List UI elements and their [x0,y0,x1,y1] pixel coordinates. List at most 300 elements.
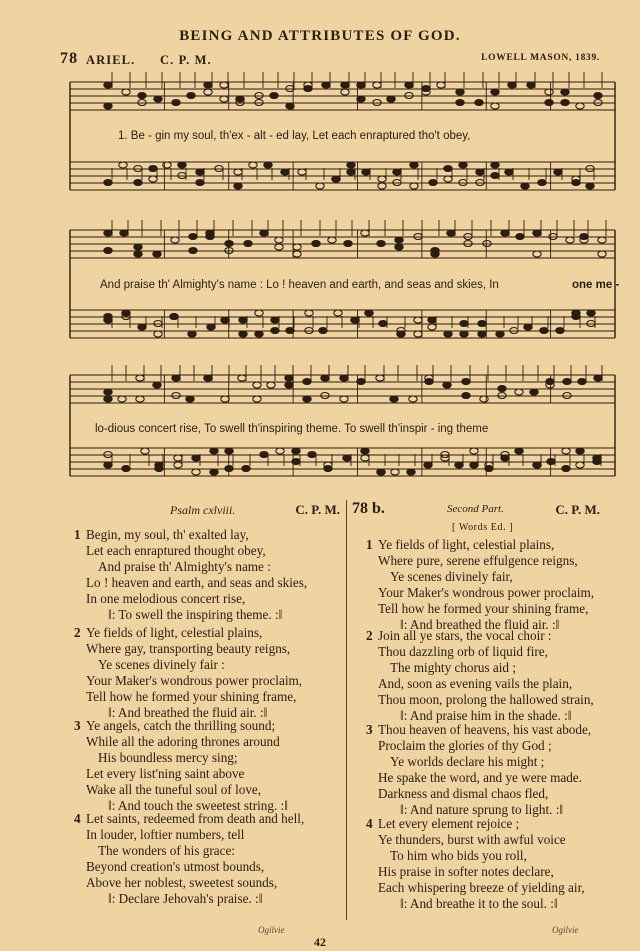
note-head [501,455,509,461]
note-head [491,173,499,179]
note-head [444,176,452,182]
note-head [476,180,484,186]
note-head [390,396,398,402]
note-head [546,379,554,385]
note-head [556,328,564,334]
note-head [598,237,606,243]
note-head [524,324,532,330]
note-head [491,103,499,109]
note-head [344,241,352,247]
note-head [304,86,312,92]
left-column-header [170,502,340,518]
note-head [178,173,186,179]
page-number: 42 [314,935,326,949]
note-head [316,183,324,189]
note-head [341,82,349,88]
note-head [561,89,569,95]
note-head [141,448,149,454]
verse-line: Ye scenes divinely fair, [390,569,513,584]
note-head [192,469,200,475]
verse-line: ‖: And praise him in the shade. :‖ [400,708,572,723]
right-stanza-3 [366,722,618,818]
left-meter: C. P. M. [295,502,340,517]
note-head [255,100,263,106]
note-head [178,162,186,168]
note-head [362,169,370,175]
note-head [470,448,478,454]
note-head [594,93,602,99]
note-head [340,375,348,381]
note-head [104,230,112,236]
note-head [153,251,161,257]
note-head [515,448,523,454]
note-head [234,169,242,175]
note-head [515,389,523,395]
note-head [122,310,130,316]
note-head [357,82,365,88]
verse-line: His praise in softer notes declare, [378,864,554,879]
note-head [464,241,472,247]
note-head [186,396,194,402]
note-head [429,180,437,186]
left-stanza-4 [74,811,342,907]
stanza-number: 2 [74,625,81,640]
note-head [395,237,403,243]
note-head [264,162,272,168]
note-head [545,89,553,95]
verse-line: Darkness and dismal chaos fled, [378,786,549,801]
stanza-number: 4 [366,816,373,831]
note-head [566,237,574,243]
note-head [377,469,385,475]
stanza-number: 1 [366,537,373,552]
verse-line: Let saints, redeemed from death and hell, [86,811,305,826]
verse-line: Your Maker's wondrous power proclaim, [378,585,595,600]
note-head [189,248,197,254]
note-head [267,382,275,388]
note-head [275,237,283,243]
page-title: BEING AND ATTRIBUTES OF GOD. [179,28,461,44]
note-head [578,379,586,385]
note-head [563,379,571,385]
verse-line: He spake the word, and ye were made. [378,770,582,785]
note-head [407,469,415,475]
verse-line: And, soon as evening vails the plain, [378,676,573,691]
note-head [464,234,472,240]
verse-line: Let every element rejoice ; [378,816,520,831]
note-head [149,176,157,182]
note-head [587,321,595,327]
note-head [562,466,570,472]
note-head [293,244,301,250]
verse-line: ‖: And breathed the fluid air. :‖ [400,617,560,632]
note-head [373,100,381,106]
lyric-line-3: lo-dious concert rise, To swell th'inspiring theme. To swell th'inspir - ing theme [95,423,489,435]
verse-line: ‖: And touch the sweetest string. :‖ [108,798,288,813]
verse-line: Ye fields of light, celestial plains, [378,537,555,552]
note-head [480,396,488,402]
note-head [172,393,180,399]
verse-line: Where pure, serene effulgence reigns, [378,553,578,568]
note-head [324,466,332,472]
editorial-note: [ Words Ed. ] [452,522,514,533]
verse-line: Ye thunders, burst with awful voice [378,832,566,847]
note-head [154,96,162,102]
note-head [510,328,518,334]
note-head [496,331,504,337]
note-head [491,89,499,95]
verse-line: In one melodious concert rise, [86,591,246,606]
note-head [249,162,257,168]
note-head [343,455,351,461]
note-head [521,183,529,189]
hymn-number: 78 b. [352,500,385,517]
verse-line: Proclaim the glories of thy God ; [378,738,552,753]
note-head [276,448,284,454]
note-head [118,396,126,402]
note-head [104,317,112,323]
note-head [260,452,268,458]
note-head [275,244,283,250]
note-head [286,328,294,334]
note-head [244,241,252,247]
note-head [462,393,470,399]
column-divider [346,500,347,920]
note-head [305,328,313,334]
verse-line: ‖: And nature sprung to light. :‖ [400,802,564,817]
note-head [189,234,197,240]
note-head [234,183,242,189]
note-head [594,100,602,106]
stanza-number: 3 [74,718,81,733]
note-head [242,466,250,472]
note-head [540,328,548,334]
verse-line: Beyond creation's utmost bounds, [86,859,265,874]
note-head [373,82,381,88]
note-head [378,176,386,182]
verse-line: To him who bids you roll, [390,848,527,863]
note-head [462,379,470,385]
verse-line: In louder, loftier numbers, tell [86,827,245,842]
note-head [239,331,247,337]
note-head [498,393,506,399]
verse-line: Ye angels, catch the thrilling sound; [86,718,276,733]
verse-line: The mighty chorus aid ; [390,660,516,675]
note-head [459,180,467,186]
note-head [221,396,229,402]
verse-line: Your Maker's wondrous power proclaim, [86,673,303,688]
note-head [516,234,524,240]
note-head [444,331,452,337]
note-head [204,82,212,88]
left-stanza-2 [74,625,342,721]
note-head [361,455,369,461]
verse-line: ‖: And breathe it to the soul. :‖ [400,896,558,911]
note-head [428,317,436,323]
note-head [347,162,355,168]
note-head [236,96,244,102]
note-head [397,331,405,337]
note-head [210,448,218,454]
verse-line: Wake all the tuneful soul of love, [86,782,262,797]
note-head [431,248,439,254]
note-head [187,93,195,99]
psalm-source: Psalm cxlviii. [170,503,236,517]
note-head [444,166,452,172]
note-head [292,448,300,454]
note-head [572,314,580,320]
verse-line: And praise th' Almighty's name : [98,559,271,574]
note-head [138,93,146,99]
note-head [196,180,204,186]
note-head [136,375,144,381]
note-head [220,82,228,88]
verse-line: Lo ! heaven and earth, and seas and skies, [86,575,308,590]
note-head [138,100,146,106]
note-head [204,89,212,95]
note-head [319,328,327,334]
note-head [253,396,261,402]
verse-line: Tell how he formed your shining frame, [378,601,589,616]
verse-line: Thou dazzling orb of liquid fire, [378,644,548,659]
note-head [470,462,478,468]
note-head [357,379,365,385]
note-head [476,169,484,175]
note-head [410,162,418,168]
verse-line: ‖: And breathed the fluid air. :‖ [108,705,268,720]
note-head [104,462,112,468]
tune-number: 78 [60,50,79,67]
verse-line: Thou heaven of heavens, his vast abode, [378,722,592,737]
note-head [225,466,233,472]
note-head [155,466,163,472]
note-head [225,448,233,454]
note-head [154,321,162,327]
note-head [293,251,301,257]
note-head [576,103,584,109]
note-head [308,452,316,458]
note-head [475,100,483,106]
note-head [172,375,180,381]
note-head [204,375,212,381]
tune-name: ARIEL. [86,53,136,67]
note-head [136,396,144,402]
lyric-line-2: And praise th' Almighty's name : Lo ! heaven and earth, and seas and skies, In [100,279,499,291]
note-head [134,180,142,186]
note-head [153,382,161,388]
note-head [410,183,418,189]
stanza-number: 3 [366,722,373,737]
left-signature: Ogilvie [258,925,285,935]
note-head [207,324,215,330]
note-head [485,466,493,472]
note-head [547,459,555,465]
note-head [192,455,200,461]
note-head [134,251,142,257]
verse-line: His boundless mercy sing; [98,750,238,765]
note-head [286,103,294,109]
note-head [119,162,127,168]
note-head [405,82,413,88]
note-head [341,89,349,95]
verse-line: Each whispering breeze of yielding air, [378,880,585,895]
note-head [593,459,601,465]
note-head [379,321,387,327]
note-head [122,466,130,472]
right-meter: C. P. M. [555,502,600,517]
verse-line: Where gay, transporting beauty reigns, [86,641,291,656]
note-head [196,169,204,175]
note-head [545,100,553,106]
note-head [491,162,499,168]
note-head [483,241,491,247]
verse-line: Let each enraptured thought obey, [86,543,266,558]
lyric-line-1: 1. Be - gin my soul, th'ex - alt - ed lay, Let each enraptured tho't obey, [118,130,471,142]
stanza-number: 2 [366,628,373,643]
note-head [332,176,340,182]
note-head [378,183,386,189]
note-head [505,169,513,175]
note-head [409,396,417,402]
note-head [122,89,130,95]
right-stanza-1 [366,537,618,633]
note-head [395,244,403,250]
note-head [456,100,464,106]
note-head [303,379,311,385]
verse-line: While all the adoring thrones around [86,734,280,749]
note-head [508,82,516,88]
note-head [104,248,112,254]
note-head [104,389,112,395]
tune-header [60,50,600,69]
note-head [377,241,385,247]
note-head [340,396,348,402]
note-head [414,317,422,323]
note-head [134,166,142,172]
note-head [598,251,606,257]
note-head [554,169,562,175]
verse-line: ‖: Declare Jehovah's praise. :‖ [108,891,263,906]
note-head [271,317,279,323]
note-head [281,169,289,175]
verse-line: Ye scenes divinely fair : [98,657,225,672]
note-head [174,462,182,468]
note-head [334,310,342,316]
note-head [149,166,157,172]
note-head [587,310,595,316]
note-head [260,230,268,236]
note-head [215,166,223,172]
left-stanza-1 [74,527,342,623]
note-head [460,331,468,337]
note-head [563,393,571,399]
verse-line: Tell how he formed your shining frame, [86,689,297,704]
note-head [305,310,313,316]
note-head [391,469,399,475]
note-head [154,331,162,337]
note-head [171,237,179,243]
note-head [292,459,300,465]
note-head [498,386,506,392]
note-head [533,251,541,257]
tune-composer: LOWELL MASON, 1839. [481,53,600,63]
note-head [361,230,369,236]
note-head [321,375,329,381]
stanza-number: 1 [74,527,81,542]
note-head [104,180,112,186]
note-head [576,448,584,454]
note-head [414,331,422,337]
note-head [285,375,293,381]
note-head [443,382,451,388]
note-head [447,230,455,236]
note-head [239,317,247,323]
verse-line: The wonders of his grace: [98,843,235,858]
note-head [538,180,546,186]
note-head [238,375,246,381]
note-head [527,82,535,88]
note-head [456,89,464,95]
note-head [271,328,279,334]
note-head [347,169,355,175]
note-head [357,96,365,102]
note-head [104,82,112,88]
verse-line: Begin, my soul, th' exalted lay, [86,527,249,542]
note-head [428,324,436,330]
note-head [138,324,146,330]
note-head [376,375,384,381]
note-head [255,331,263,337]
note-head [210,469,218,475]
note-head [393,169,401,175]
note-head [221,317,229,323]
note-head [104,396,112,402]
stanza-number: 4 [74,811,81,826]
note-head [303,396,311,402]
note-head [270,93,278,99]
right-signature: Ogilvie [552,925,579,935]
right-stanza-4 [366,816,618,912]
tune-meter: C. P. M. [160,53,212,67]
lyric-line-2-end: one me - [572,279,620,291]
note-head [562,448,570,454]
note-head [351,317,359,323]
note-head [104,452,112,458]
note-head [255,93,263,99]
verse-line: Ye worlds declare his might ; [390,754,545,769]
note-head [120,230,128,236]
note-head [501,230,509,236]
note-head [387,96,395,102]
note-head [321,393,329,399]
note-head [255,310,263,316]
note-head [530,389,538,395]
note-head [414,234,422,240]
right-stanza-2 [366,628,618,724]
note-head [172,100,180,106]
verse-line: Thou moon, prolong the hallowed strain, [378,692,594,707]
note-head [225,241,233,247]
note-head [478,321,486,327]
second-part-label: Second Part. [447,503,504,515]
note-head [253,382,261,388]
note-head [533,230,541,236]
note-head [549,234,557,240]
note-head [285,382,293,388]
note-head [478,331,486,337]
note-head [460,321,468,327]
verse-line: Join all ye stars, the vocal choir : [378,628,552,643]
